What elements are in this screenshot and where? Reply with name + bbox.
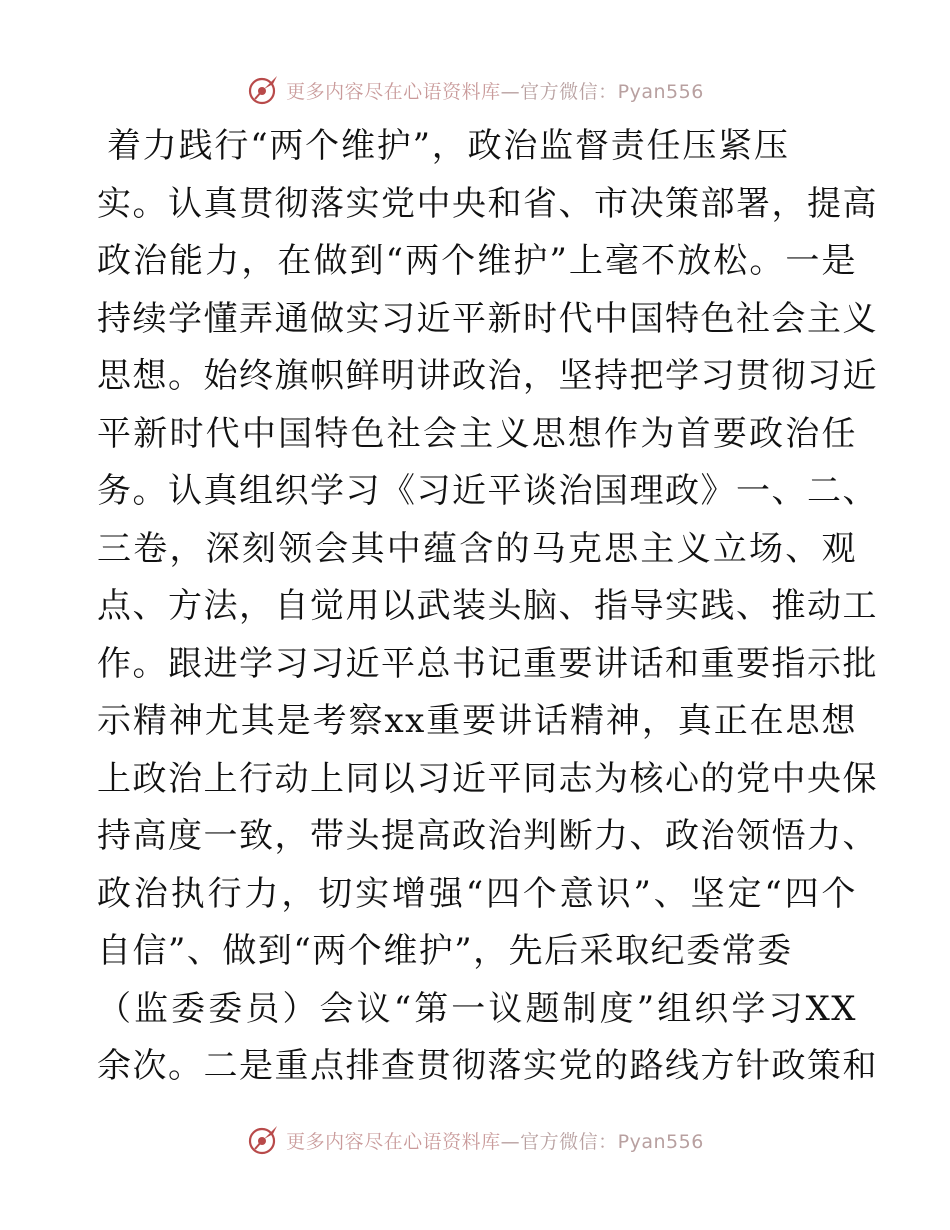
text-line: 作。跟进学习习近平总书记重要讲话和重要指示批 (97, 643, 878, 684)
text-line: 持高度一致，带头提高政治判断力、政治领悟力、 (97, 816, 878, 856)
text-line: 政治执行力，切实增强“四个意识”、坚定“四个 (97, 873, 857, 914)
text-line: 点、方法，自觉用以武装头脑、指导实践、推动工 (97, 586, 878, 626)
watermark-wechat: 官方微信：Pyan556 (520, 80, 704, 103)
footer-watermark (0, 1120, 950, 1160)
text-line: 平新时代中国特色社会主义思想作为首要政治任 (97, 413, 857, 454)
watermark-separator: — (500, 1130, 521, 1153)
text-line: 务。认真组织学习《习近平谈治国理政》一、二、 (97, 471, 878, 511)
header-watermark (0, 70, 950, 110)
quill-logo-icon (246, 73, 280, 107)
document-body (97, 118, 878, 1096)
text-line: 着力践行“两个维护”，政治监督责任压紧压 (107, 126, 790, 166)
text-line: 上政治上行动上同以习近平同志为核心的党中央保 (97, 758, 878, 799)
watermark-text (286, 77, 704, 104)
watermark-separator: — (500, 80, 521, 103)
text-line: 示精神尤其是考察xx重要讲话精神，真正在思想 (97, 701, 857, 741)
text-line: 三卷，深刻领会其中蕴含的马克思主义立场、观 (97, 528, 857, 569)
text-line: 持续学懂弄通做实习近平新时代中国特色社会主义 (97, 298, 878, 339)
text-line: 政治能力，在做到“两个维护”上毫不放松。一是 (97, 241, 857, 281)
text-line: 余次。二是重点排查贯彻落实党的路线方针政策和 (97, 1046, 878, 1086)
watermark-brand: 更多内容尽在心语资料库 (286, 1130, 501, 1153)
quill-logo-icon (246, 1123, 280, 1157)
watermark-text (286, 1127, 704, 1154)
watermark-brand: 更多内容尽在心语资料库 (286, 80, 501, 103)
text-line: 自信”、做到“两个维护”，先后采取纪委常委 (97, 931, 793, 971)
text-line: 实。认真贯彻落实党中央和省、市决策部署，提高 (97, 183, 878, 224)
text-line: 思想。始终旗帜鲜明讲政治，坚持把学习贯彻习近 (97, 356, 878, 396)
watermark-wechat: 官方微信：Pyan556 (520, 1130, 704, 1153)
text-line: （监委委员）会议“第一议题制度”组织学习XX (97, 988, 857, 1029)
